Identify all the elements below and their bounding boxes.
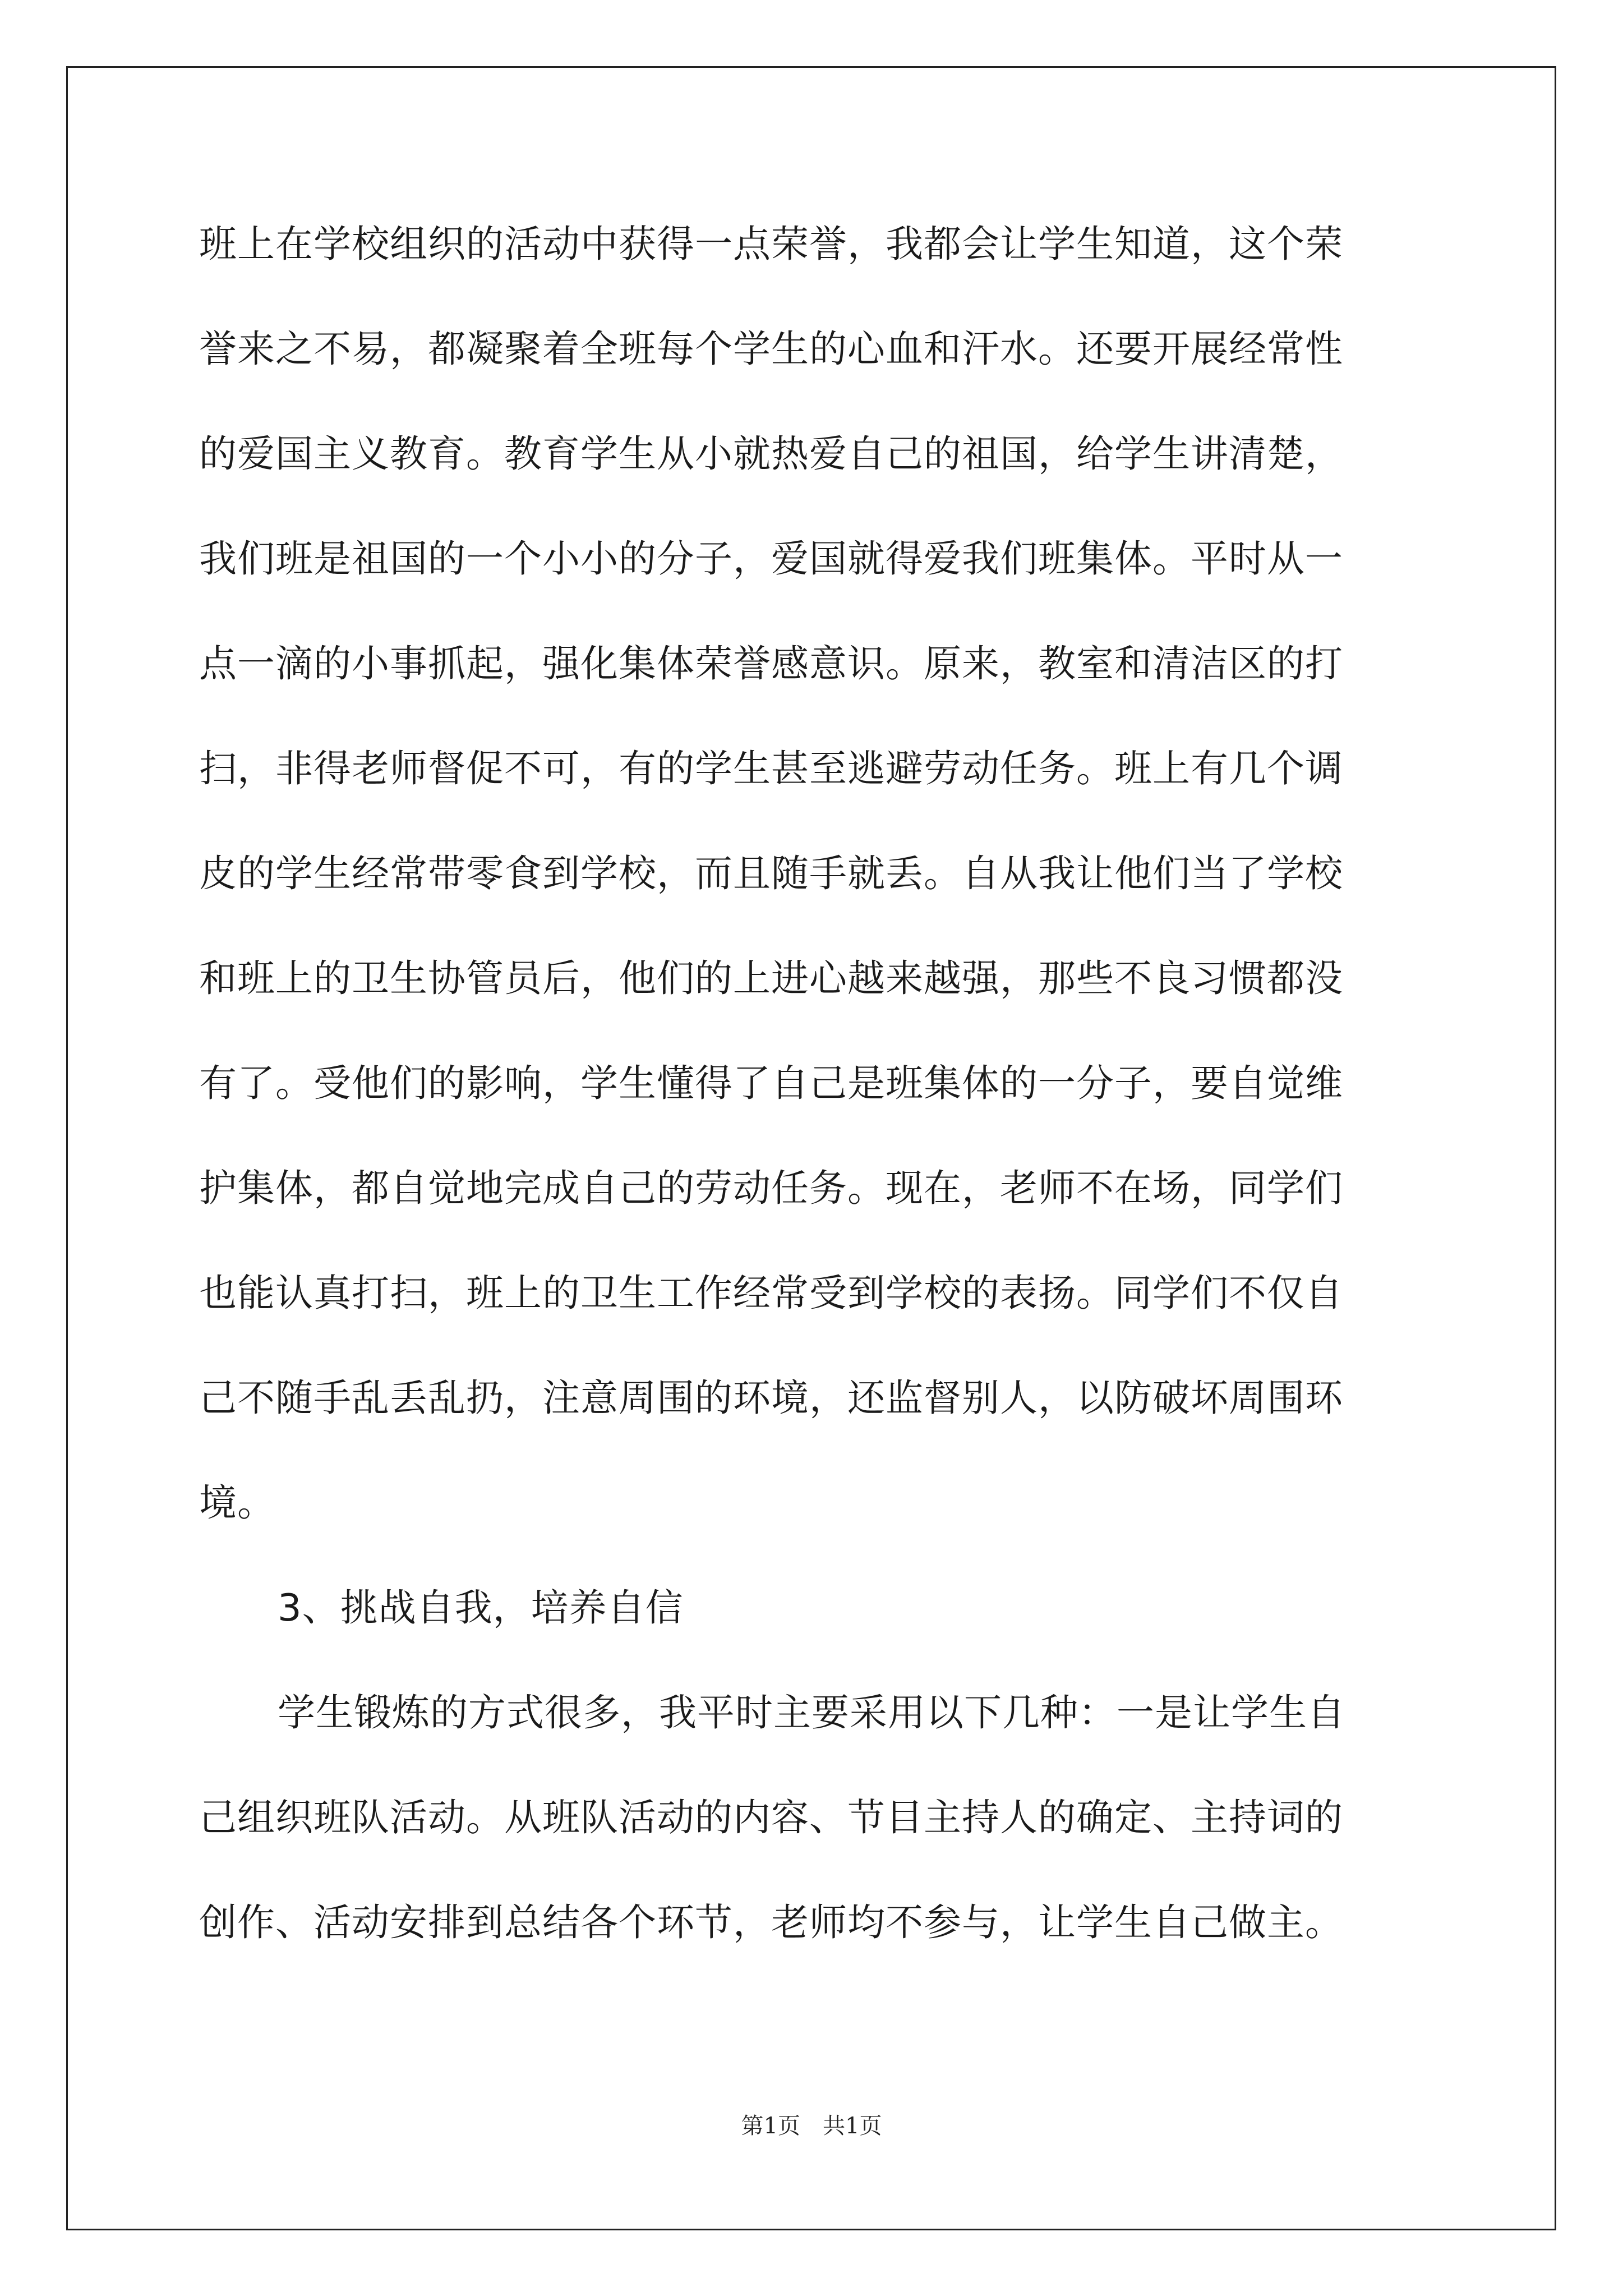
body-line-7: 皮的学生经常带零食到学校，而且随手就丢。自从我让他们当了学校 [199,852,1343,895]
body-line-10: 护集体，都自觉地完成自己的劳动任务。现在，老师不在场，同学们 [199,1166,1343,1210]
body-line-11: 也能认真打扫，班上的卫生工作经常受到学校的表扬。同学们不仅自 [199,1271,1343,1315]
body-line-15: 己组织班队活动。从班队活动的内容、节目主持人的确定、主持词的 [199,1796,1343,1839]
body-line-1: 班上在学校组织的活动中获得一点荣誉，我都会让学生知道，这个荣 [199,222,1343,266]
body-line-9: 有了。受他们的影响，学生懂得了自己是班集体的一分子，要自觉维 [199,1061,1343,1105]
body-line-6: 扫，非得老师督促不可，有的学生甚至逃避劳动任务。班上有几个调 [199,747,1343,790]
body-line-12: 己不随手乱丢乱扔，注意周围的环境，还监督别人，以防破坏周围环 [199,1376,1343,1420]
body-line-2: 誉来之不易，都凝聚着全班每个学生的心血和汗水。还要开展经常性 [199,327,1343,371]
body-line-3: 的爱国主义教育。教育学生从小就热爱自己的祖国，给学生讲清楚， [199,432,1343,476]
body-line-4: 我们班是祖国的一个小小的分子，爱国就得爱我们班集体。平时从一 [199,537,1343,581]
body-line-5: 点一滴的小事抓起，强化集体荣誉感意识。原来，教室和清洁区的打 [199,642,1343,685]
body-line-16: 创作、活动安排到总结各个环节，老师均不参与，让学生自己做主。 [199,1901,1343,1944]
page-number-footer: 第1页 共1页 [741,2113,882,2139]
body-line-14: 学生锻炼的方式很多，我平时主要采用以下几种：一是让学生自 [278,1691,1345,1734]
section-heading: 3、挑战自我，培养自信 [278,1586,684,1630]
body-line-8: 和班上的卫生协管员后，他们的上进心越来越强，那些不良习惯都没 [199,956,1343,1000]
body-line-13: 境。 [199,1481,275,1525]
